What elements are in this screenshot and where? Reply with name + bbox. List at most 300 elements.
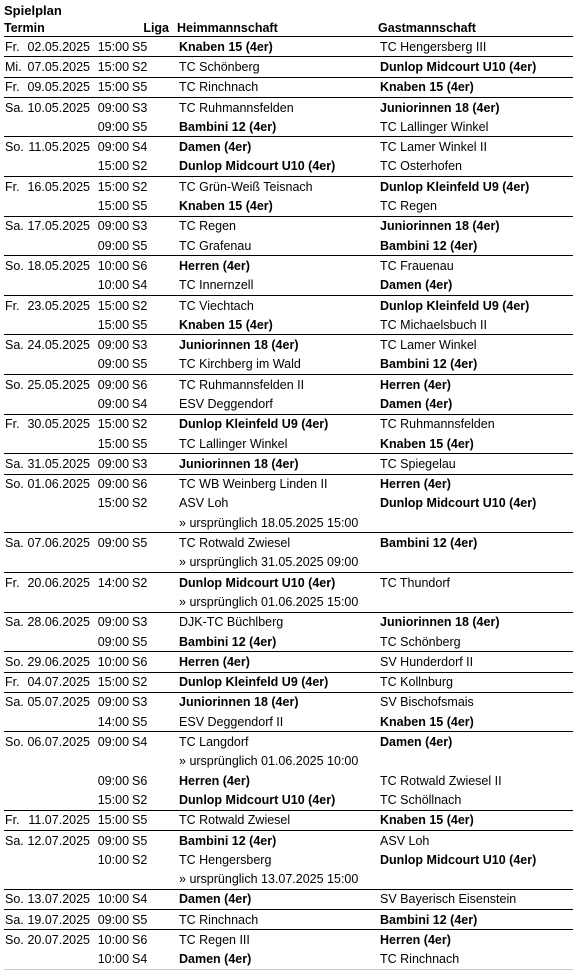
- match-date: 24.05.2025: [26, 335, 90, 355]
- home-team: TC Hengersberg: [179, 852, 272, 867]
- league: S2: [132, 852, 148, 867]
- match-row: [4, 850, 573, 869]
- weekday: Sa.: [4, 533, 26, 553]
- league: S5: [129, 37, 177, 57]
- note-row: [4, 752, 573, 771]
- home-team: Herren (4er): [179, 773, 250, 788]
- match-row: [4, 414, 573, 434]
- guest-team: SV Bischofsmais: [378, 692, 573, 712]
- note-spacer: [4, 513, 177, 533]
- home-team: Juniorinnen 18 (4er): [177, 335, 378, 355]
- match-time: 15:00: [90, 414, 129, 434]
- guest-team: TC Schönberg: [380, 634, 461, 649]
- league: S6: [132, 773, 148, 788]
- guest-team: ASV Loh: [378, 830, 573, 850]
- home-team: Bambini 12 (4er): [179, 634, 277, 649]
- note-spacer: [4, 592, 177, 612]
- league: S5: [129, 810, 177, 830]
- original-date-note: » ursprünglich 01.06.2025 15:00: [179, 594, 359, 609]
- league: S5: [129, 77, 177, 97]
- weekday: So.: [4, 474, 26, 494]
- weekday: Fr.: [4, 810, 26, 830]
- match-date: 23.05.2025: [26, 295, 90, 315]
- home-team: Damen (4er): [177, 889, 378, 909]
- league: S5: [132, 634, 148, 649]
- header-home: Heimmannschaft: [177, 19, 378, 37]
- league: S4: [132, 278, 148, 293]
- guest-team: Herren (4er): [378, 474, 573, 494]
- match-date: [26, 117, 90, 137]
- home-team: ASV Loh: [179, 496, 229, 511]
- guest-team: Bambini 12 (4er): [380, 238, 478, 253]
- league: S6: [129, 930, 177, 950]
- weekday: Sa.: [4, 97, 26, 117]
- league: S5: [132, 357, 148, 372]
- home-team: Dunlop Midcourt U10 (4er): [179, 159, 336, 174]
- match-date: 31.05.2025: [26, 454, 90, 474]
- match-time: 14:00: [97, 714, 130, 729]
- weekday: So.: [4, 732, 26, 752]
- match-time: 09:00: [90, 216, 129, 236]
- match-date: 06.07.2025: [26, 732, 90, 752]
- guest-team: Dunlop Midcourt U10 (4er): [380, 852, 537, 867]
- match-date: [26, 771, 90, 790]
- match-date: 29.06.2025: [26, 652, 90, 672]
- league: S5: [132, 119, 148, 134]
- match-date: [26, 632, 90, 652]
- league: S3: [129, 97, 177, 117]
- match-row: [4, 712, 573, 732]
- match-time: 09:00: [90, 335, 129, 355]
- weekday: Fr.: [4, 414, 26, 434]
- match-time: 09:00: [97, 634, 130, 649]
- league: S6: [129, 375, 177, 395]
- league: S2: [129, 177, 177, 197]
- match-time: 09:00: [90, 454, 129, 474]
- note-spacer: [4, 752, 177, 771]
- guest-team: TC Regen: [380, 199, 437, 214]
- home-team: Dunlop Midcourt U10 (4er): [177, 573, 378, 593]
- league: S4: [129, 950, 177, 970]
- guest-team: TC Hengersberg III: [378, 37, 573, 57]
- match-time: 15:00: [90, 177, 129, 197]
- match-time: 09:00: [90, 830, 129, 850]
- guest-team: TC Kollnburg: [378, 672, 573, 692]
- match-date: [26, 394, 90, 414]
- match-row: [4, 790, 573, 810]
- home-team: TC Grafenau: [179, 238, 252, 253]
- match-date: 07.05.2025: [26, 57, 90, 77]
- home-team: TC Schönberg: [177, 57, 378, 77]
- home-team: TC Rotwald Zwiesel: [177, 810, 378, 830]
- league: S4: [129, 889, 177, 909]
- guest-team: TC Rotwald Zwiesel II: [380, 773, 502, 788]
- home-team: TC Ruhmannsfelden: [177, 97, 378, 117]
- match-time: 15:00: [90, 672, 129, 692]
- match-row: [4, 295, 573, 315]
- match-time: 09:00: [90, 732, 129, 752]
- weekday: [4, 771, 26, 790]
- guest-team: SV Bayerisch Eisenstein: [378, 889, 573, 909]
- league: S2: [129, 672, 177, 692]
- guest-team: Damen (4er): [380, 278, 453, 293]
- weekday: [4, 355, 26, 375]
- home-team: TC Innernzell: [179, 278, 254, 293]
- league: S2: [129, 57, 177, 77]
- match-row: [4, 632, 573, 652]
- match-time: 15:00: [97, 159, 130, 174]
- match-row: [4, 434, 573, 454]
- weekday: Fr.: [4, 37, 26, 57]
- match-row: [4, 335, 573, 355]
- league: S3: [129, 335, 177, 355]
- weekday: [4, 434, 26, 454]
- match-date: 20.07.2025: [26, 930, 90, 950]
- weekday: [4, 276, 26, 296]
- match-row: [4, 533, 573, 553]
- match-row: [4, 97, 573, 117]
- match-row: [4, 692, 573, 712]
- header-termin: Termin: [4, 19, 129, 37]
- guest-team: Damen (4er): [380, 396, 453, 411]
- match-time: 09:00: [90, 533, 129, 553]
- original-date-note: » ursprünglich 13.07.2025 15:00: [179, 872, 359, 887]
- home-team: DJK-TC Büchlberg: [177, 612, 378, 632]
- guest-team: Juniorinnen 18 (4er): [378, 216, 573, 236]
- match-row: [4, 57, 573, 77]
- home-team: TC Ruhmannsfelden II: [177, 375, 378, 395]
- match-row: [4, 494, 573, 513]
- league: S2: [132, 496, 148, 511]
- match-time: 10:00: [90, 950, 129, 970]
- match-time: 10:00: [97, 278, 130, 293]
- match-row: [4, 196, 573, 216]
- league: S6: [129, 652, 177, 672]
- weekday: [4, 315, 26, 335]
- guest-team: Knaben 15 (4er): [378, 77, 573, 97]
- home-team: TC Lallinger Winkel: [179, 436, 288, 451]
- home-team: Dunlop Kleinfeld U9 (4er): [177, 414, 378, 434]
- match-row: [4, 117, 573, 137]
- match-row: [4, 474, 573, 494]
- match-time: 09:00: [97, 773, 130, 788]
- match-time: 09:00: [97, 238, 130, 253]
- league: S2: [129, 573, 177, 593]
- home-team: TC Viechtach: [177, 295, 378, 315]
- match-date: [26, 712, 90, 732]
- guest-team: Dunlop Kleinfeld U9 (4er): [378, 295, 573, 315]
- match-date: 17.05.2025: [26, 216, 90, 236]
- league: S5: [129, 533, 177, 553]
- weekday: So.: [4, 375, 26, 395]
- match-date: 30.05.2025: [26, 414, 90, 434]
- header-liga: Liga: [129, 19, 177, 37]
- guest-team: SV Hunderdorf II: [378, 652, 573, 672]
- match-date: [26, 850, 90, 869]
- match-row: [4, 612, 573, 632]
- match-date: 13.07.2025: [26, 889, 90, 909]
- match-row: [4, 355, 573, 375]
- match-row: [4, 830, 573, 850]
- home-team: Herren (4er): [177, 652, 378, 672]
- match-date: 20.06.2025: [26, 573, 90, 593]
- home-team: Juniorinnen 18 (4er): [177, 454, 378, 474]
- match-row: [4, 454, 573, 474]
- match-date: 12.07.2025: [26, 830, 90, 850]
- weekday: So.: [4, 652, 26, 672]
- match-date: 04.07.2025: [26, 672, 90, 692]
- weekday: Sa.: [4, 612, 26, 632]
- match-time: 09:00: [90, 910, 129, 930]
- guest-team: TC Osterhofen: [380, 159, 462, 174]
- home-team: Damen (4er): [177, 950, 378, 970]
- home-team: Dunlop Kleinfeld U9 (4er): [177, 672, 378, 692]
- guest-team: Knaben 15 (4er): [378, 810, 573, 830]
- guest-team: Knaben 15 (4er): [380, 714, 474, 729]
- home-team: ESV Deggendorf II: [179, 714, 284, 729]
- home-team: TC Regen III: [177, 930, 378, 950]
- match-date: [26, 276, 90, 296]
- guest-team: Herren (4er): [378, 375, 573, 395]
- match-date: 07.06.2025: [26, 533, 90, 553]
- match-row: [4, 810, 573, 830]
- match-time: 10:00: [90, 889, 129, 909]
- match-date: 25.05.2025: [26, 375, 90, 395]
- league: S3: [129, 454, 177, 474]
- league: S5: [129, 910, 177, 930]
- league: S5: [132, 317, 148, 332]
- match-row: [4, 652, 573, 672]
- match-date: 19.07.2025: [26, 910, 90, 930]
- match-date: 11.07.2025: [26, 810, 90, 830]
- home-team: TC Rinchnach: [177, 910, 378, 930]
- schedule-table: [4, 19, 573, 970]
- match-time: 15:00: [97, 199, 130, 214]
- match-time: 15:00: [97, 436, 130, 451]
- guest-team: Bambini 12 (4er): [378, 910, 573, 930]
- match-row: [4, 930, 573, 950]
- note-spacer: [4, 869, 177, 889]
- match-date: [26, 494, 90, 513]
- match-row: [4, 157, 573, 177]
- match-date: 01.06.2025: [26, 474, 90, 494]
- home-team: TC Rotwald Zwiesel: [177, 533, 378, 553]
- guest-team: Dunlop Kleinfeld U9 (4er): [378, 177, 573, 197]
- guest-team: TC Frauenau: [378, 256, 573, 276]
- league: S5: [132, 436, 148, 451]
- league: S5: [129, 830, 177, 850]
- guest-team: TC Michaelsbuch II: [380, 317, 487, 332]
- league: S5: [132, 238, 148, 253]
- weekday: Sa.: [4, 692, 26, 712]
- match-time: 09:00: [90, 375, 129, 395]
- match-date: [26, 790, 90, 810]
- weekday: Fr.: [4, 177, 26, 197]
- home-team: TC Regen: [177, 216, 378, 236]
- weekday: Fr.: [4, 672, 26, 692]
- match-row: [4, 137, 573, 157]
- match-row: [4, 276, 573, 296]
- league: S2: [132, 159, 148, 174]
- guest-team: Juniorinnen 18 (4er): [378, 612, 573, 632]
- weekday: Sa.: [4, 335, 26, 355]
- home-team: Juniorinnen 18 (4er): [177, 692, 378, 712]
- match-date: 10.05.2025: [26, 97, 90, 117]
- league: S2: [132, 792, 148, 807]
- weekday: Sa.: [4, 830, 26, 850]
- weekday: So.: [4, 889, 26, 909]
- guest-team: Dunlop Midcourt U10 (4er): [380, 496, 537, 511]
- match-time: 09:00: [90, 474, 129, 494]
- match-time: 09:00: [90, 692, 129, 712]
- match-date: 09.05.2025: [26, 77, 90, 97]
- match-date: [26, 236, 90, 256]
- league: S4: [129, 732, 177, 752]
- match-row: [4, 573, 573, 593]
- match-date: 02.05.2025: [26, 37, 90, 57]
- weekday: So.: [4, 256, 26, 276]
- weekday: [4, 850, 26, 869]
- match-row: [4, 315, 573, 335]
- weekday: [4, 790, 26, 810]
- match-time: 15:00: [90, 295, 129, 315]
- guest-team: TC Lamer Winkel II: [378, 137, 573, 157]
- home-team: TC Grün-Weiß Teisnach: [177, 177, 378, 197]
- weekday: [4, 157, 26, 177]
- league: S6: [129, 256, 177, 276]
- match-time: 15:00: [90, 77, 129, 97]
- note-row: [4, 553, 573, 573]
- note-row: [4, 869, 573, 889]
- match-row: [4, 394, 573, 414]
- league: S6: [129, 474, 177, 494]
- guest-team: TC Rinchnach: [378, 950, 573, 970]
- weekday: [4, 236, 26, 256]
- original-date-note: » ursprünglich 31.05.2025 09:00: [179, 555, 359, 570]
- home-team: Herren (4er): [177, 256, 378, 276]
- match-row: [4, 910, 573, 930]
- original-date-note: » ursprünglich 18.05.2025 15:00: [179, 515, 359, 530]
- league: S5: [132, 199, 148, 214]
- home-team: Dunlop Midcourt U10 (4er): [179, 792, 336, 807]
- weekday: So.: [4, 137, 26, 157]
- match-time: 15:00: [90, 37, 129, 57]
- match-time: 09:00: [97, 119, 130, 134]
- home-team: Bambini 12 (4er): [179, 119, 277, 134]
- page-title: Spielplan: [4, 3, 62, 18]
- league: S3: [129, 612, 177, 632]
- match-time: 10:00: [90, 256, 129, 276]
- match-date: [26, 157, 90, 177]
- match-time: 14:00: [90, 573, 129, 593]
- home-team: Damen (4er): [177, 137, 378, 157]
- guest-team: TC Spiegelau: [378, 454, 573, 474]
- match-date: [26, 196, 90, 216]
- home-team: TC Kirchberg im Wald: [179, 357, 301, 372]
- guest-team: Herren (4er): [378, 930, 573, 950]
- match-time: 15:00: [90, 810, 129, 830]
- weekday: [4, 117, 26, 137]
- weekday: [4, 394, 26, 414]
- weekday: Fr.: [4, 295, 26, 315]
- match-time: 09:00: [90, 137, 129, 157]
- match-date: [26, 434, 90, 454]
- guest-team: TC Lamer Winkel: [378, 335, 573, 355]
- guest-team: TC Ruhmannsfelden: [378, 414, 573, 434]
- match-time: 09:00: [90, 97, 129, 117]
- match-time: 15:00: [97, 496, 130, 511]
- match-row: [4, 889, 573, 909]
- weekday: Fr.: [4, 573, 26, 593]
- match-date: 28.06.2025: [26, 612, 90, 632]
- match-row: [4, 672, 573, 692]
- match-date: [26, 355, 90, 375]
- weekday: [4, 632, 26, 652]
- guest-team: TC Lallinger Winkel: [380, 119, 489, 134]
- weekday: [4, 712, 26, 732]
- weekday: Fr.: [4, 77, 26, 97]
- match-row: [4, 37, 573, 57]
- match-time: 10:00: [90, 652, 129, 672]
- home-team: TC Langdorf: [177, 732, 378, 752]
- guest-team: Bambini 12 (4er): [380, 357, 478, 372]
- match-time: 15:00: [97, 317, 130, 332]
- match-row: [4, 732, 573, 752]
- home-team: Knaben 15 (4er): [177, 37, 378, 57]
- match-time: 09:00: [90, 612, 129, 632]
- match-row: [4, 177, 573, 197]
- guest-team: Dunlop Midcourt U10 (4er): [378, 57, 573, 77]
- note-row: [4, 592, 573, 612]
- match-date: 11.05.2025: [26, 137, 90, 157]
- home-team: ESV Deggendorf: [179, 396, 273, 411]
- home-team: Knaben 15 (4er): [179, 317, 273, 332]
- guest-team: TC Thundorf: [378, 573, 573, 593]
- home-team: TC Rinchnach: [177, 77, 378, 97]
- match-time: 10:00: [90, 930, 129, 950]
- home-team: Knaben 15 (4er): [179, 199, 273, 214]
- header-row: [4, 19, 573, 37]
- match-date: 16.05.2025: [26, 177, 90, 197]
- match-time: 10:00: [97, 852, 130, 867]
- league: S4: [132, 396, 148, 411]
- weekday: So.: [4, 930, 26, 950]
- guest-team: Bambini 12 (4er): [378, 533, 573, 553]
- home-team: Bambini 12 (4er): [177, 830, 378, 850]
- match-date: 05.07.2025: [26, 692, 90, 712]
- weekday: Sa.: [4, 454, 26, 474]
- weekday: Sa.: [4, 216, 26, 236]
- guest-team: TC Schöllnach: [380, 792, 462, 807]
- weekday: Sa.: [4, 910, 26, 930]
- weekday: Mi.: [4, 57, 26, 77]
- weekday: [4, 494, 26, 513]
- league: S2: [129, 295, 177, 315]
- home-team: TC WB Weinberg Linden II: [177, 474, 378, 494]
- match-row: [4, 256, 573, 276]
- league: S2: [129, 414, 177, 434]
- match-row: [4, 236, 573, 256]
- match-row: [4, 375, 573, 395]
- schedule-body: [4, 37, 573, 970]
- match-date: 18.05.2025: [26, 256, 90, 276]
- note-spacer: [4, 553, 177, 573]
- original-date-note: » ursprünglich 01.06.2025 10:00: [179, 754, 359, 769]
- match-row: [4, 77, 573, 97]
- match-time: 09:00: [97, 357, 130, 372]
- league: S3: [129, 692, 177, 712]
- match-row: [4, 771, 573, 790]
